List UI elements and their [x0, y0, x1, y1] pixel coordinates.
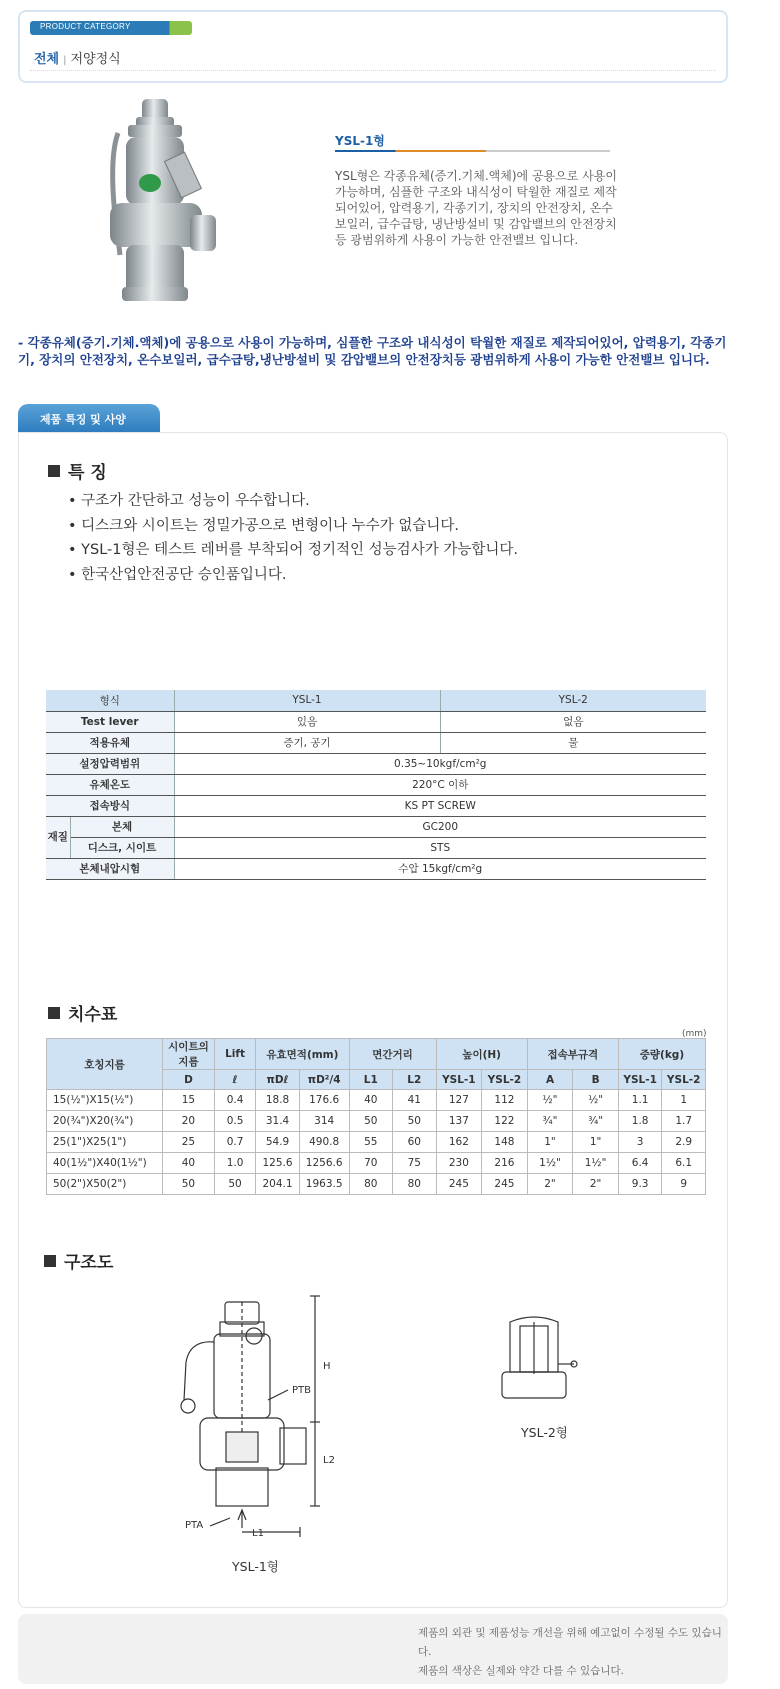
- table-cell: 162: [436, 1132, 482, 1153]
- table-cell: 31.4: [256, 1111, 300, 1132]
- table-cell: 3: [618, 1132, 662, 1153]
- table-cell: 314: [299, 1111, 349, 1132]
- table-cell: 6.1: [662, 1153, 706, 1174]
- table-cell: ½": [527, 1090, 573, 1111]
- product-summary: - 각종유체(증기.기체.액체)에 공용으로 사용이 가능하며, 심플한 구조와 내식성이 탁월한 재질로 제작되어있어, 압력용기, 각종기기, 장치의 안전장치, 온수보일러, 급수급탕,냉난방설비 및 감압밸브의 안전장치등 광범위하게 사용이 가능한 안전밸브 입니다.: [18, 335, 727, 367]
- spec-row: [46, 711, 706, 732]
- table-cell: ¾": [573, 1111, 619, 1132]
- table-cell: 20: [163, 1111, 215, 1132]
- table-cell: 18.8: [256, 1090, 300, 1111]
- safety-valve-image: [100, 95, 220, 310]
- table-cell: ½": [573, 1090, 619, 1111]
- ysl-1-structure-drawing: [170, 1282, 370, 1552]
- table-cell: 1.1: [618, 1090, 662, 1111]
- feature-item: • YSL-1형은 테스트 레버를 부착되어 정기적인 성능검사가 가능합니다.: [68, 538, 518, 563]
- square-bullet-icon: [48, 1007, 60, 1019]
- feature-item: • 한국산업안전공단 승인품입니다.: [68, 563, 518, 588]
- category-divider: [30, 70, 716, 71]
- dim-table-body: [47, 1090, 706, 1195]
- table-row: [47, 1090, 706, 1111]
- dimension-label-l2: L2: [323, 1455, 335, 1466]
- dim-subheader-cell: L1: [349, 1070, 393, 1090]
- table-cell: 40(1½")X40(1½"): [47, 1153, 163, 1174]
- spec-value: 220°C 이하: [174, 774, 706, 795]
- spec-label: 적용유체: [46, 732, 174, 753]
- category-breadcrumb: [34, 48, 121, 67]
- table-cell: 9: [662, 1174, 706, 1195]
- table-row: [47, 1153, 706, 1174]
- footer-notice: [418, 1624, 728, 1681]
- table-cell: 50(2")X50(2"): [47, 1174, 163, 1195]
- dim-header-cell: 접속부규격: [527, 1039, 618, 1070]
- table-cell: 122: [482, 1111, 528, 1132]
- dim-header-row: [47, 1039, 706, 1070]
- dim-subheader-cell: B: [573, 1070, 619, 1090]
- table-cell: 1: [662, 1090, 706, 1111]
- table-row: [47, 1111, 706, 1132]
- table-cell: 125.6: [256, 1153, 300, 1174]
- table-cell: 1.0: [214, 1153, 255, 1174]
- table-cell: 54.9: [256, 1132, 300, 1153]
- table-cell: 2": [573, 1174, 619, 1195]
- table-row: [47, 1132, 706, 1153]
- product-category-label: PRODUCT CATEGORY: [40, 22, 131, 31]
- dim-subheader-cell: πDℓ: [256, 1070, 300, 1090]
- dim-header-cell: 면간거리: [349, 1039, 436, 1070]
- product-description: YSL형은 각종유체(증기.기체.액체)에 공용으로 사용이 가능하며, 심플한 구조와 내식성이 탁월한 재질로 제작되어있어, 압력용기, 각종기기, 장치의 안전장치, 온수보일러, 급수급탕, 냉난방설비 및 감압밸브의 안전장치등 광범위하게 사용이 가능한 안전밸브 입니다.: [335, 169, 617, 247]
- table-cell: 2.9: [662, 1132, 706, 1153]
- spec-label: Test lever: [46, 711, 174, 732]
- table-cell: 55: [349, 1132, 393, 1153]
- square-bullet-icon: [48, 465, 60, 477]
- spec-label: 본체: [70, 816, 174, 837]
- dim-header-cell: 높이(H): [436, 1039, 527, 1070]
- dim-subheader-cell: D: [163, 1070, 215, 1090]
- table-cell: 1256.6: [299, 1153, 349, 1174]
- table-row: [47, 1174, 706, 1195]
- tab-product-features-label: 제품 특징 및 사양: [40, 413, 126, 426]
- spec-table: [46, 690, 706, 880]
- unit-label: (mm): [682, 1029, 707, 1039]
- table-cell: 6.4: [618, 1153, 662, 1174]
- footer-notice-line: 제품의 색상은 실제와 약간 다를 수 있습니다.: [418, 1665, 624, 1677]
- table-cell: 2": [527, 1174, 573, 1195]
- table-cell: 1.8: [618, 1111, 662, 1132]
- dimension-label-l1: L1: [252, 1528, 264, 1539]
- table-cell: 25: [163, 1132, 215, 1153]
- table-cell: 80: [349, 1174, 393, 1195]
- structure-heading: 구조도: [44, 1248, 113, 1273]
- table-cell: 204.1: [256, 1174, 300, 1195]
- spec-value: 0.35~10kgf/cm²g: [174, 753, 706, 774]
- spec-label: 접속방식: [46, 795, 174, 816]
- table-cell: 70: [349, 1153, 393, 1174]
- dim-subheader-cell: YSL-2: [482, 1070, 528, 1090]
- table-cell: 0.4: [214, 1090, 255, 1111]
- table-cell: 0.5: [214, 1111, 255, 1132]
- spec-value: GC200: [174, 816, 706, 837]
- table-cell: 137: [436, 1111, 482, 1132]
- table-cell: 15: [163, 1090, 215, 1111]
- product-category-tab: [30, 21, 192, 35]
- dimension-label-h: H: [323, 1361, 331, 1372]
- port-label-pta: PTA: [185, 1520, 204, 1531]
- category-all-link[interactable]: 전체: [34, 52, 60, 67]
- spec-material-label: 재질: [46, 816, 70, 858]
- table-cell: 41: [393, 1090, 437, 1111]
- dim-subheader-cell: YSL-2: [662, 1070, 706, 1090]
- table-cell: 230: [436, 1153, 482, 1174]
- dim-header-cell: 유효면적(mm): [256, 1039, 349, 1070]
- spec-value: STS: [174, 837, 706, 858]
- product-category-box: [18, 10, 728, 83]
- dim-header-cell: 시이트의 지름: [163, 1039, 215, 1070]
- table-cell: 75: [393, 1153, 437, 1174]
- spec-label: 유체온도: [46, 774, 174, 795]
- table-cell: 490.8: [299, 1132, 349, 1153]
- square-bullet-icon: [44, 1255, 56, 1267]
- product-model-title: YSL-1형: [335, 134, 385, 148]
- ysl-2-structure-drawing: [490, 1312, 580, 1412]
- spec-row: [46, 837, 706, 858]
- spec-value: 없음: [440, 711, 706, 732]
- spec-label: 설정압력범위: [46, 753, 174, 774]
- table-cell: 1": [527, 1132, 573, 1153]
- dim-subheader-cell: L2: [393, 1070, 437, 1090]
- spec-row: [46, 795, 706, 816]
- feature-item: • 디스크와 시이트는 정밀가공으로 변형이나 누수가 없습니다.: [68, 514, 518, 539]
- spec-label: 디스크, 시이트: [70, 837, 174, 858]
- feature-item: • 구조가 간단하고 성능이 우수합니다.: [68, 489, 518, 514]
- features-heading: 특 징: [48, 458, 107, 483]
- table-cell: 60: [393, 1132, 437, 1153]
- table-cell: 40: [163, 1153, 215, 1174]
- tab-product-features[interactable]: [18, 404, 160, 432]
- spec-header-cell: YSL-2: [440, 690, 706, 711]
- table-cell: 15(½")X15(½"): [47, 1090, 163, 1111]
- dim-subheader-cell: πD²/4: [299, 1070, 349, 1090]
- dim-header-cell: 중량(kg): [618, 1039, 705, 1070]
- spec-value: KS PT SCREW: [174, 795, 706, 816]
- table-cell: 1½": [573, 1153, 619, 1174]
- spec-value: 있음: [174, 711, 440, 732]
- table-cell: 245: [436, 1174, 482, 1195]
- table-cell: 20(¾")X20(¾"): [47, 1111, 163, 1132]
- dim-header-cell: 호칭지름: [47, 1039, 163, 1090]
- spec-header-cell: 형식: [46, 690, 174, 711]
- spec-header-row: [46, 690, 706, 711]
- dim-subheader-cell: YSL-1: [436, 1070, 482, 1090]
- table-cell: 1963.5: [299, 1174, 349, 1195]
- dimension-table: [46, 1038, 706, 1195]
- spec-label: 본체내압시험: [46, 858, 174, 879]
- spec-value: 증기, 공기: [174, 732, 440, 753]
- table-cell: 112: [482, 1090, 528, 1111]
- footer-notice-line: 제품의 외관 및 제품성능 개선을 위해 예고없이 수정될 수도 있습니다.: [418, 1627, 722, 1658]
- table-cell: 50: [214, 1174, 255, 1195]
- spec-row: [46, 732, 706, 753]
- table-cell: 127: [436, 1090, 482, 1111]
- dimensions-heading: 치수표: [48, 1000, 117, 1025]
- spec-header-cell: YSL-1: [174, 690, 440, 711]
- table-cell: 80: [393, 1174, 437, 1195]
- dim-header-cell: Lift: [214, 1039, 255, 1070]
- table-cell: 216: [482, 1153, 528, 1174]
- spec-row: [46, 753, 706, 774]
- ysl-1-caption: YSL-1형: [232, 1559, 279, 1574]
- table-cell: 9.3: [618, 1174, 662, 1195]
- table-cell: 50: [393, 1111, 437, 1132]
- table-cell: ¾": [527, 1111, 573, 1132]
- table-cell: 245: [482, 1174, 528, 1195]
- breadcrumb-separator: |: [63, 55, 67, 66]
- table-cell: 1.7: [662, 1111, 706, 1132]
- dim-subheader-cell: A: [527, 1070, 573, 1090]
- spec-row: [46, 816, 706, 837]
- table-cell: 0.7: [214, 1132, 255, 1153]
- table-cell: 50: [163, 1174, 215, 1195]
- table-cell: 148: [482, 1132, 528, 1153]
- dim-subheader-cell: ℓ: [214, 1070, 255, 1090]
- footer-notice-box: [18, 1614, 728, 1684]
- spec-row: [46, 774, 706, 795]
- table-cell: 50: [349, 1111, 393, 1132]
- category-current-link[interactable]: 저양정식: [70, 52, 121, 67]
- spec-row: [46, 858, 706, 879]
- features-list: [68, 489, 518, 587]
- table-cell: 176.6: [299, 1090, 349, 1111]
- title-underline: [335, 150, 610, 152]
- table-cell: 1": [573, 1132, 619, 1153]
- table-cell: 25(1")X25(1"): [47, 1132, 163, 1153]
- table-cell: 40: [349, 1090, 393, 1111]
- feature-content-box: [18, 432, 728, 1608]
- ysl-2-caption: YSL-2형: [521, 1425, 568, 1440]
- spec-value: 물: [440, 732, 706, 753]
- dim-subheader-cell: YSL-1: [618, 1070, 662, 1090]
- spec-value: 수압 15kgf/cm²g: [174, 858, 706, 879]
- port-label-ptb: PTB: [292, 1385, 311, 1396]
- table-cell: 1½": [527, 1153, 573, 1174]
